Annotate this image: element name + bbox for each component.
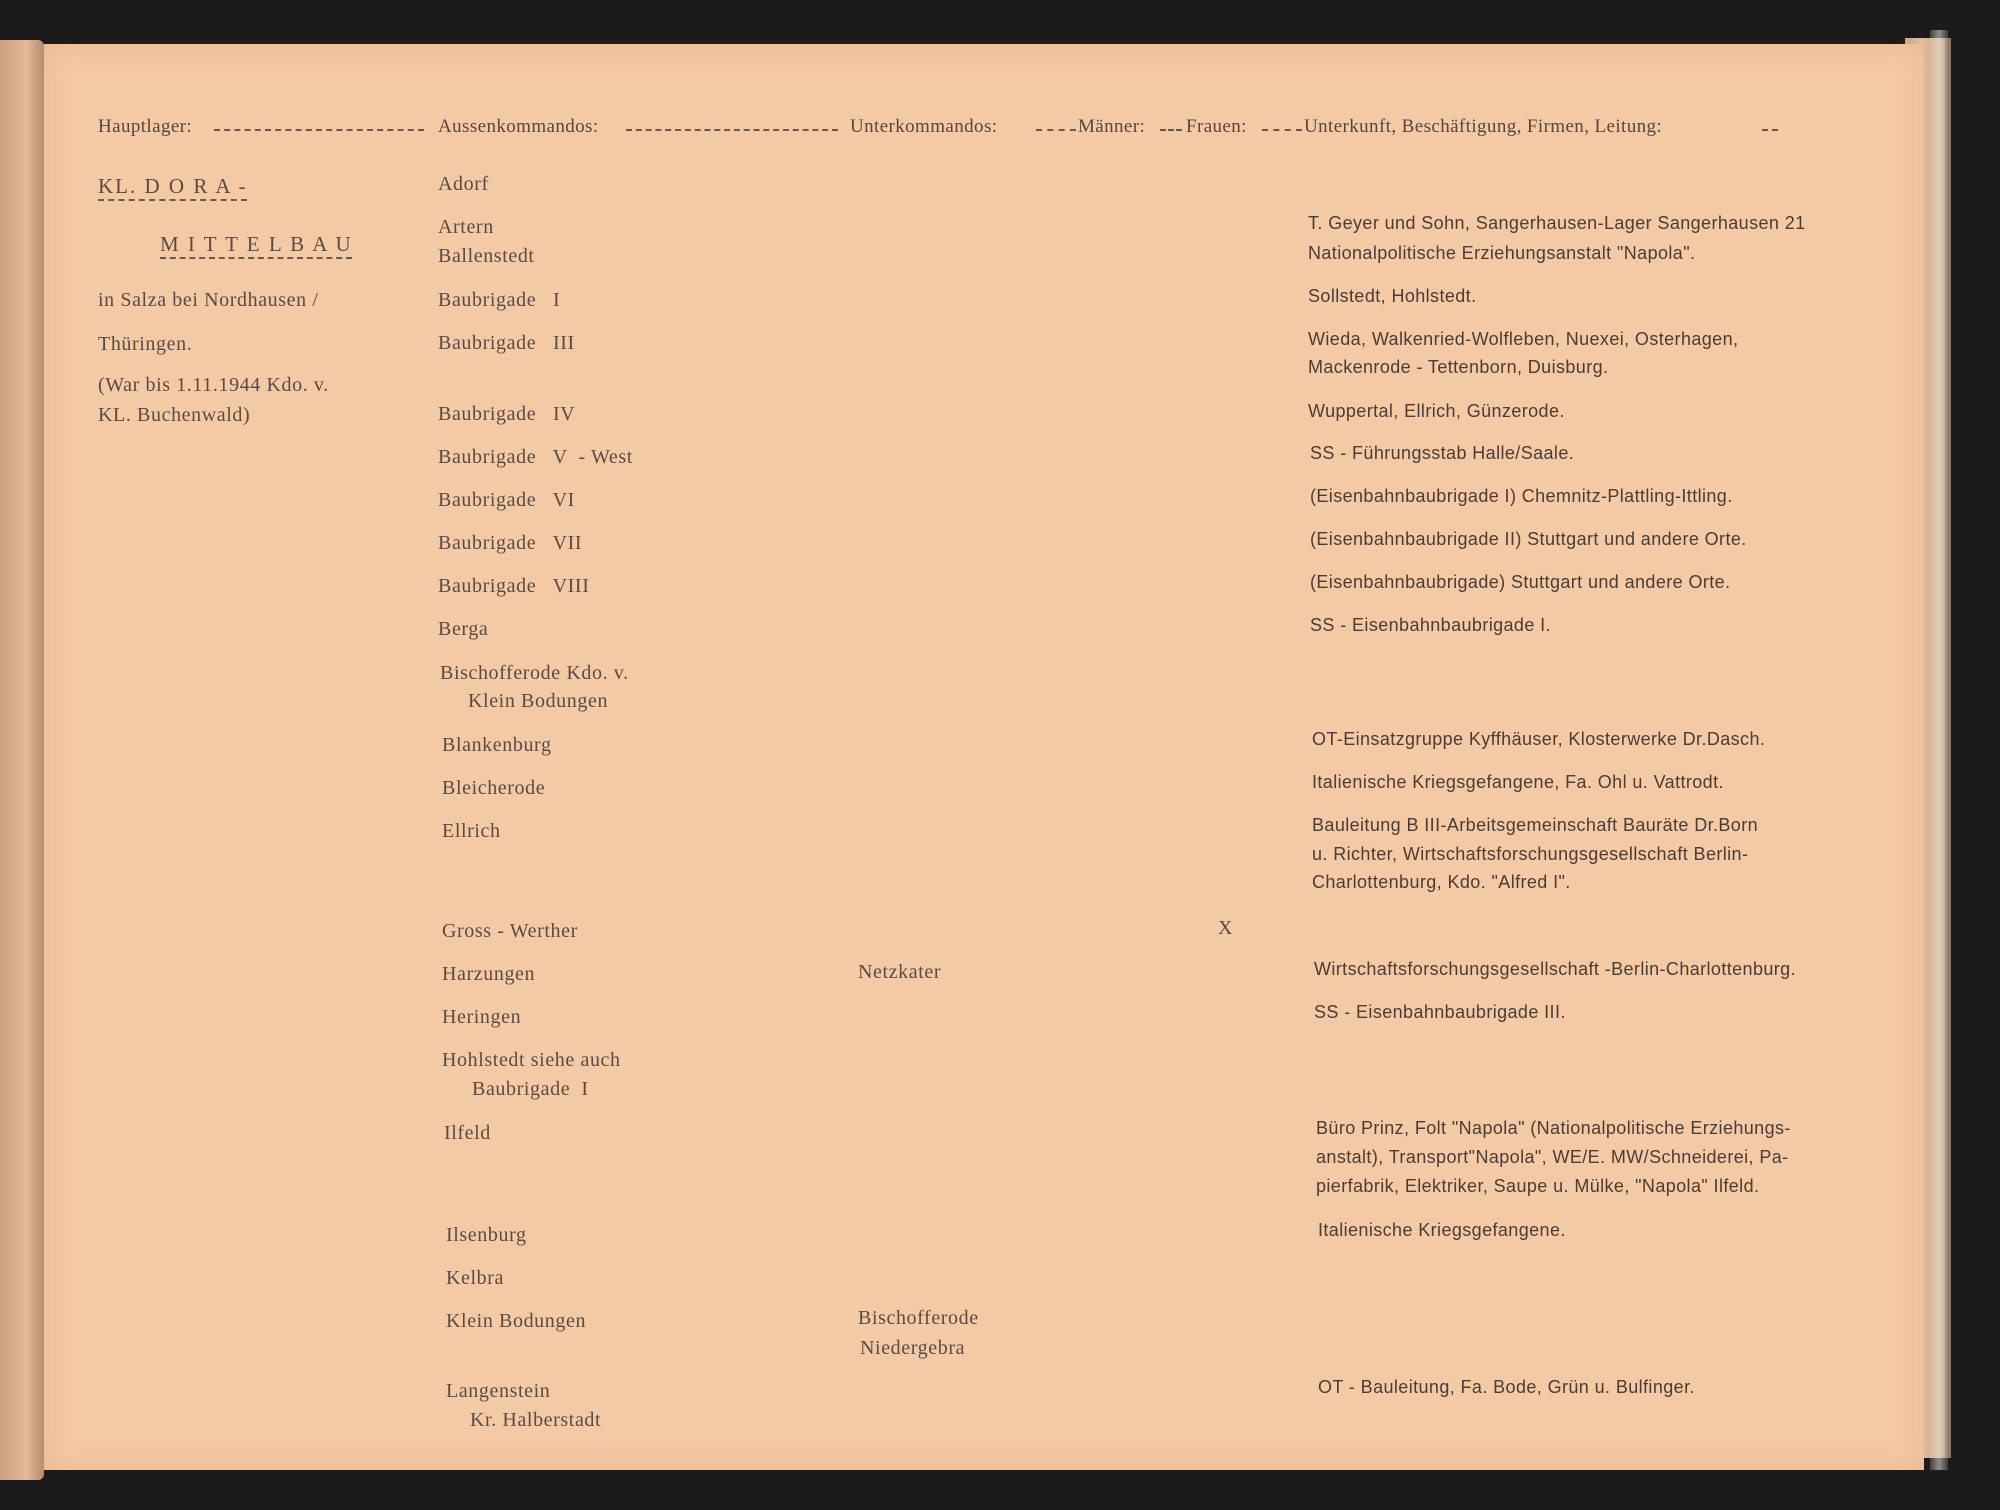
outer-camp: Langenstein: [446, 1380, 551, 1402]
outer-camp: Ilsenburg: [446, 1224, 527, 1246]
header-dash: [1036, 129, 1076, 131]
outer-camp: Kelbra: [446, 1267, 505, 1289]
previous-page-edge: [0, 40, 44, 1480]
outer-camp: Heringen: [442, 1006, 522, 1028]
header-maenner: Männer:: [1078, 116, 1146, 137]
note-text: Wieda, Walkenried-Wolfleben, Nuexei, Osterhagen,: [1308, 329, 1739, 349]
note-text: Nationalpolitische Erziehungsanstalt "Napola".: [1308, 243, 1696, 263]
outer-camp: Baubrigade IV: [438, 403, 576, 425]
header-unterkunft: Unterkunft, Beschäftigung, Firmen, Leitung:: [1304, 116, 1663, 137]
outer-camp: Harzungen: [442, 963, 536, 985]
outer-camp: Adorf: [438, 173, 489, 195]
outer-camp: Gross - Werther: [442, 920, 578, 942]
note-text: pierfabrik, Elektriker, Saupe u. Mülke, "Napola" Ilfeld.: [1316, 1176, 1760, 1196]
outer-camp: Baubrigade III: [438, 332, 575, 354]
outer-camp: Klein Bodungen: [446, 1310, 587, 1332]
note-text: OT - Bauleitung, Fa. Bode, Grün u. Bulfinger.: [1318, 1377, 1695, 1397]
plastic-sleeve: [1930, 30, 1948, 1470]
note-text: u. Richter, Wirtschaftsforschungsgesellschaft Berlin-: [1312, 844, 1749, 864]
outer-camp: Bischofferode Kdo. v.: [440, 662, 629, 684]
header-dash: [214, 129, 424, 131]
frauen-mark: X: [1218, 917, 1234, 939]
outer-camp: Hohlstedt siehe auch: [442, 1049, 621, 1071]
outer-camp: Bleicherode: [442, 777, 546, 799]
note-text: Wirtschaftsforschungsgesellschaft -Berlin-Charlottenburg.: [1314, 959, 1796, 979]
note-text: (Eisenbahnbaubrigade) Stuttgart und andere Orte.: [1310, 572, 1731, 592]
outer-camp: Baubrigade I: [438, 289, 561, 311]
header-dash: [1262, 129, 1302, 131]
note-text: OT-Einsatzgruppe Kyffhäuser, Klosterwerke Dr.Dasch.: [1312, 729, 1766, 749]
header-unterkommandos: Unterkommandos:: [850, 116, 998, 137]
note-text: (Eisenbahnbaubrigade I) Chemnitz-Plattling-Ittling.: [1310, 486, 1733, 506]
outer-camp: Baubrigade VIII: [438, 575, 590, 597]
header-dash: [1762, 129, 1778, 131]
outer-camp: Baubrigade V - West: [438, 446, 633, 468]
note-text: anstalt), Transport"Napola", WE/E. MW/Schneiderei, Pa-: [1316, 1147, 1789, 1167]
header-dash: [626, 129, 838, 131]
header-dash: [1160, 129, 1182, 131]
note-text: (Eisenbahnbaubrigade II) Stuttgart und andere Orte.: [1310, 529, 1747, 549]
outer-camp: Berga: [438, 618, 489, 640]
note-text: Bauleitung B III-Arbeitsgemeinschaft Bauräte Dr.Born: [1312, 815, 1759, 835]
note-text: SS - Eisenbahnbaubrigade III.: [1314, 1002, 1566, 1022]
camp-name-line1: KL. D O R A -: [98, 174, 248, 198]
camp-location-line1: in Salza bei Nordhausen /: [98, 289, 319, 311]
outer-camp: Baubrigade VII: [438, 532, 583, 554]
sub-camp: Niedergebra: [860, 1337, 966, 1359]
note-text: Charlottenburg, Kdo. "Alfred I".: [1312, 872, 1571, 892]
note-text: Wuppertal, Ellrich, Günzerode.: [1308, 401, 1565, 421]
note-text: Büro Prinz, Folt "Napola" (Nationalpolitische Erziehungs-: [1316, 1118, 1791, 1138]
note-text: Mackenrode - Tettenborn, Duisburg.: [1308, 357, 1609, 377]
sub-camp: Netzkater: [858, 961, 942, 983]
camp-name-line2: M I T T E L B A U: [160, 232, 353, 256]
outer-camp: Ellrich: [442, 820, 501, 842]
outer-camp: Ilfeld: [444, 1122, 491, 1144]
header-frauen: Frauen:: [1186, 116, 1247, 137]
note-text: Sollstedt, Hohlstedt.: [1308, 286, 1477, 306]
note-text: T. Geyer und Sohn, Sangerhausen-Lager Sangerhausen 21: [1308, 213, 1806, 233]
note-text: Italienische Kriegsgefangene.: [1318, 1220, 1566, 1240]
outer-camp-sub: Klein Bodungen: [468, 690, 609, 712]
note-text: Italienische Kriegsgefangene, Fa. Ohl u. Vattrodt.: [1312, 772, 1724, 792]
note-text: SS - Führungsstab Halle/Saale.: [1310, 443, 1575, 463]
sub-camp: Bischofferode: [858, 1307, 979, 1329]
camp-note-line2: KL. Buchenwald): [98, 404, 251, 426]
outer-camp-sub: Kr. Halberstadt: [470, 1409, 602, 1431]
outer-camp: Baubrigade VI: [438, 489, 575, 511]
note-text: SS - Eisenbahnbaubrigade I.: [1310, 615, 1551, 635]
outer-camp: Blankenburg: [442, 734, 552, 756]
outer-camp-sub: Baubrigade I: [472, 1078, 589, 1100]
outer-camp: Artern: [438, 216, 494, 238]
outer-camp: Ballenstedt: [438, 245, 535, 267]
header-hauptlager: Hauptlager:: [98, 116, 193, 137]
camp-note-line1: (War bis 1.11.1944 Kdo. v.: [98, 374, 329, 396]
header-aussenkommandos: Aussenkommandos:: [438, 116, 599, 137]
camp-location-line2: Thüringen.: [98, 333, 193, 355]
